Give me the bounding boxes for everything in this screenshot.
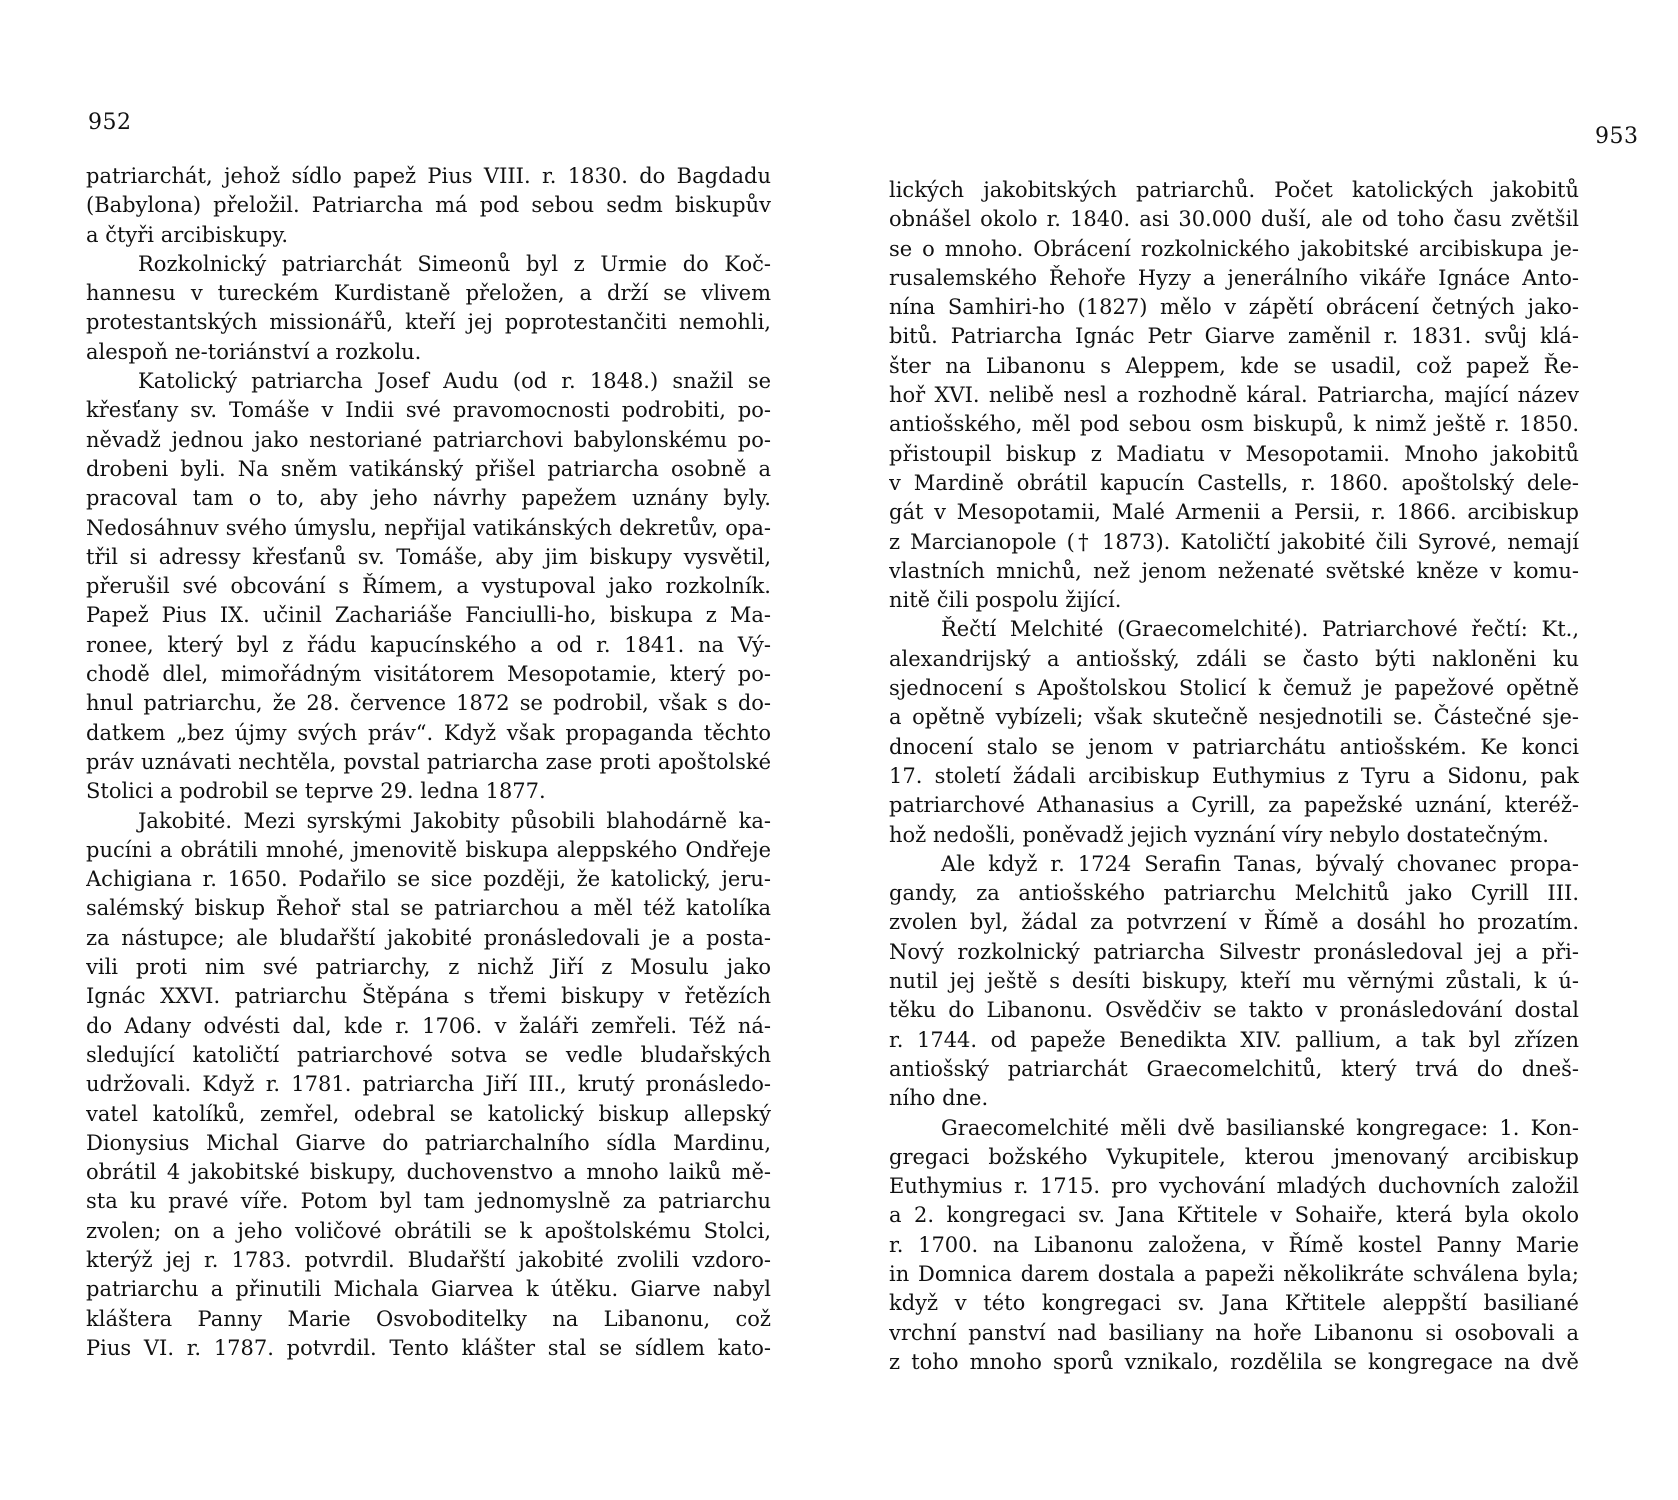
text-line: za nástupce; ale bludařští jakobité pronásledovali je a posta- bbox=[86, 925, 771, 950]
text-line: Achigiana r. 1650. Podařilo se sice později, že katolický, jeru- bbox=[86, 867, 771, 892]
text-line: křesťany sv. Tomáše v Indii své pravomocnosti podrobiti, po- bbox=[86, 398, 771, 423]
text-line: kterýž jej r. 1783. potvrdil. Bludařští jakobité zvolili vzdoro- bbox=[86, 1247, 771, 1272]
left-page-text bbox=[86, 162, 771, 1363]
text-line: třil si adressy křesťanů sv. Tomáše, aby jim biskupy vysvětil, bbox=[86, 544, 771, 569]
text-line: hož nedošli, poněvadž jejich vyznání víry nebylo dostatečným. bbox=[889, 822, 1549, 847]
text-line: kláštera Panny Marie Osvoboditelky na Libanonu, což bbox=[86, 1306, 771, 1331]
text-line: antiošského, měl pod sebou osm biskupů, k nimž ještě r. 1850. bbox=[889, 412, 1579, 437]
text-line: Graecomelchité měli dvě basilianské kongregace: 1. Kon- bbox=[941, 1115, 1579, 1140]
text-line: vlastních mnichů, než jenom neženaté světské kněze v komu- bbox=[889, 558, 1579, 583]
text-line: ního dne. bbox=[889, 1086, 989, 1111]
text-line: salémský biskup Řehoř stal se patriarchou a měl též katolíka bbox=[86, 896, 771, 921]
text-line: datkem „bez újmy svých práv“. Když však propaganda těchto bbox=[86, 720, 771, 745]
text-line: patriarchové Athanasius a Cyrill, za papežské uznání, kteréž- bbox=[889, 793, 1579, 818]
text-line: Jakobité. Mezi syrskými Jakobity působili blahodárně ka- bbox=[138, 808, 771, 833]
text-line: gát v Mesopotamii, Malé Armenii a Persii, r. 1866. arcibiskup bbox=[889, 500, 1579, 525]
right-page bbox=[839, 0, 1678, 1500]
text-line: gandy, za antiošského patriarchu Melchitů jako Cyrill III. bbox=[889, 881, 1579, 906]
text-line: Ignác XXVI. patriarchu Štěpána s třemi biskupy v řetězích bbox=[86, 984, 771, 1009]
text-line: přerušil své obcování s Římem, a vystupoval jako rozkolník. bbox=[86, 574, 771, 599]
text-line: z Marcianopole († 1873). Katoličtí jakobité čili Syrové, nemají bbox=[889, 529, 1579, 554]
text-line: pucíni a obrátili mnohé, jmenovitě biskupa aleppského Ondřeje bbox=[86, 837, 771, 862]
right-page-number: 953 bbox=[1595, 124, 1639, 149]
text-line: Nový rozkolnický patriarcha Silvestr pronásledoval jej a při- bbox=[889, 939, 1579, 964]
text-line: chodě dlel, mimořádným visitátorem Mesopotamie, který po- bbox=[86, 662, 771, 687]
text-line: a opětně vybízeli; však skutečně nesjednotili se. Částečné sje- bbox=[889, 705, 1579, 730]
text-line: Dionysius Michal Giarve do patriarchalního sídla Mardinu, bbox=[86, 1130, 771, 1155]
text-line: Stolici a podrobil se teprve 29. ledna 1877. bbox=[86, 779, 546, 804]
text-line: v Mardině obrátil kapucín Castells, r. 1860. apoštolský dele- bbox=[889, 470, 1579, 495]
left-page-number: 952 bbox=[88, 110, 132, 135]
text-line: r. 1744. od papeže Benedikta XIV. pallium, a tak byl zřízen bbox=[889, 1027, 1579, 1052]
text-line: a 2. kongregaci sv. Jana Křtitele v Sohaiře, která byla okolo bbox=[889, 1203, 1579, 1228]
text-line: hnul patriarchu, že 28. července 1872 se podrobil, však s do- bbox=[86, 691, 771, 716]
text-line: hoř XVI. nelibě nesl a rozhodně káral. Patriarcha, mající název bbox=[889, 383, 1579, 408]
text-line: sledující katoličtí patriarchové sotva se vedle bludařských bbox=[86, 1042, 771, 1067]
text-line: Pius VI. r. 1787. potvrdil. Tento klášter stal se sídlem kato- bbox=[86, 1335, 771, 1360]
text-line: nitě čili pospolu žijící. bbox=[889, 588, 1122, 613]
text-line: alexandrijský a antiošský, zdáli se často býti nakloněni ku bbox=[889, 646, 1579, 671]
text-line: sta ku pravé víře. Potom byl tam jednomyslně za patriarchu bbox=[86, 1189, 771, 1214]
text-line: dnocení stalo se jenom v patriarchátu antiošském. Ke konci bbox=[889, 734, 1579, 759]
text-line: protestantských missionářů, kteří jej poprotestančiti nemohli, bbox=[86, 310, 771, 335]
text-line: Papež Pius IX. učinil Zachariáše Fanciulli-ho, biskupa z Ma- bbox=[86, 603, 771, 628]
text-line: in Domnica darem dostala a papeži několikráte schválena byla; bbox=[889, 1261, 1579, 1286]
text-line: nína Samhiri-ho (1827) mělo v zápětí obrácení četných jako- bbox=[889, 295, 1579, 320]
text-line: sjednocení s Apoštolskou Stolicí k čemuž je papežové opětně bbox=[889, 676, 1579, 701]
text-line: Katolický patriarcha Josef Audu (od r. 1848.) snažil se bbox=[138, 369, 771, 394]
text-line: šter na Libanonu s Aleppem, kde se usadil, což papež Ře- bbox=[889, 353, 1579, 378]
text-line: lických jakobitských patriarchů. Počet katolických jakobitů bbox=[889, 178, 1579, 202]
text-line: (Babylona) přeložil. Patriarcha má pod sebou sedm biskupův bbox=[86, 193, 771, 218]
text-line: pracoval tam o to, aby jeho návrhy papežem uznány byly. bbox=[86, 486, 771, 511]
text-line: se o mnoho. Obrácení rozkolnického jakobitské arcibiskupa je- bbox=[889, 236, 1579, 261]
right-page-text bbox=[889, 176, 1579, 1377]
text-line: Nedosáhnuv svého úmyslu, nepřijal vatikánských dekretův, opa- bbox=[86, 515, 771, 540]
text-line: udržovali. Když r. 1781. patriarcha Jiří III., krutý pronásledo- bbox=[86, 1072, 771, 1097]
text-line: drobeni byli. Na sněm vatikánský přišel patriarcha osobně a bbox=[86, 456, 771, 481]
text-line: antiošský patriarchát Graecomelchitů, který trvá do dneš- bbox=[889, 1056, 1579, 1081]
text-line: z toho mnoho sporů vznikalo, rozdělila se kongregace na dvě bbox=[889, 1349, 1579, 1374]
text-line: zvolen byl, žádal za potvrzení v Římě a dosáhl ho prozatím. bbox=[889, 910, 1579, 935]
text-line: přistoupil biskup z Madiatu v Mesopotamii. Mnoho jakobitů bbox=[889, 441, 1579, 466]
text-line: něvadž jednou jako nestoriané patriarchovi babylonskému po- bbox=[86, 427, 771, 452]
text-line: obrátil 4 jakobitské biskupy, duchovenstvo a mnoho laiků mě- bbox=[86, 1160, 771, 1185]
text-line: zvolen; on a jeho voličové obrátili se k apoštolskému Stolci, bbox=[86, 1218, 771, 1243]
text-line: Rozkolnický patriarchát Simeonů byl z Urmie do Koč- bbox=[138, 251, 771, 276]
text-line: Euthymius r. 1715. pro vychování mladých duchovních založil bbox=[889, 1174, 1579, 1199]
text-line: vili proti nim své patriarchy, z nichž Jiří z Mosulu jako bbox=[86, 955, 771, 980]
text-line: r. 1700. na Libanonu založena, v Římě kostel Panny Marie bbox=[889, 1232, 1579, 1257]
text-line: alespoň ne-toriánství a rozkolu. bbox=[86, 339, 422, 364]
text-line: Řečtí Melchité (Graecomelchité). Patriarchové řečtí: Kt., bbox=[941, 617, 1579, 642]
text-line: patriarchát, jehož sídlo papež Pius VIII. r. 1830. do Bagdadu bbox=[86, 164, 771, 188]
text-line: hannesu v tureckém Kurdistaně přeložen, a drží se vlivem bbox=[86, 281, 771, 306]
text-line: do Adany odvésti dal, kde r. 1706. v žaláři zemřeli. Též ná- bbox=[86, 1013, 771, 1038]
text-line: bitů. Patriarcha Ignác Petr Giarve zaměnil r. 1831. svůj klá- bbox=[889, 324, 1579, 349]
text-line: ronee, který byl z řádu kapucínského a od r. 1841. na Vý- bbox=[86, 632, 771, 657]
text-line: vrchní panství nad basiliany na hoře Libanonu si osobovali a bbox=[889, 1320, 1579, 1345]
text-line: když v této kongregaci sv. Jana Křtitele aleppští basiliané bbox=[889, 1291, 1579, 1316]
text-line: Ale když r. 1724 Serafin Tanas, bývalý chovanec propa- bbox=[941, 851, 1579, 876]
text-line: těku do Libanonu. Osvědčiv se takto v pronásledování dostal bbox=[889, 998, 1579, 1023]
text-line: rusalemského Řehoře Hyzy a jenerálního vikáře Ignáce Anto- bbox=[889, 265, 1579, 290]
text-line: 17. století žádali arcibiskup Euthymius z Tyru a Sidonu, pak bbox=[889, 763, 1579, 788]
text-line: patriarchu a přinutili Michala Giarvea k útěku. Giarve nabyl bbox=[86, 1277, 771, 1302]
text-line: vatel katolíků, zemřel, odebral se katolický biskup allepský bbox=[86, 1101, 771, 1126]
text-line: a čtyři arcibiskupy. bbox=[86, 222, 289, 247]
text-line: nutil jej ještě s desíti biskupy, kteří mu věrnými zůstali, k ú- bbox=[889, 969, 1579, 994]
text-line: gregaci božského Vykupitele, kterou jmenovaný arcibiskup bbox=[889, 1144, 1579, 1169]
text-line: práv uznávati nechtěla, povstal patriarcha zase proti apoštolské bbox=[86, 749, 771, 774]
text-line: obnášel okolo r. 1840. asi 30.000 duší, ale od toho času zvětšil bbox=[889, 207, 1579, 232]
